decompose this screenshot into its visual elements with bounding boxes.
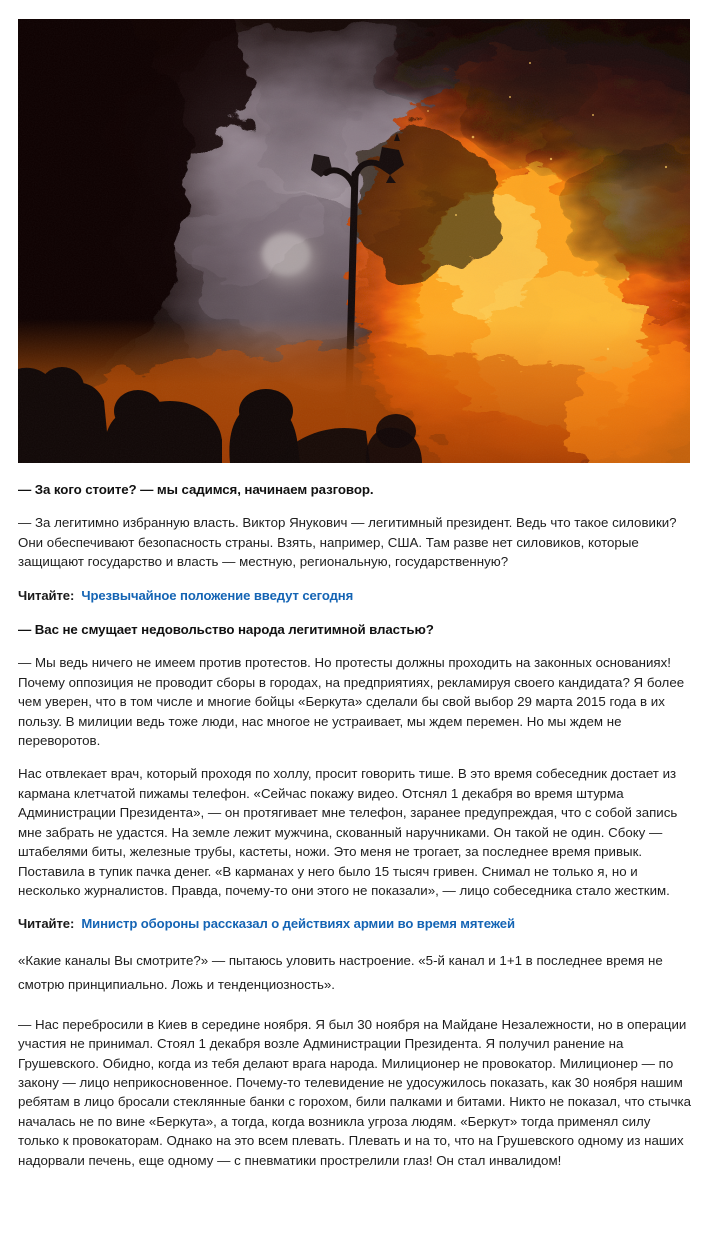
article-body — [18, 463, 691, 1170]
hero-illustration — [18, 19, 690, 463]
read-more-2 — [18, 914, 691, 933]
interview-answer-1: — За легитимно избранную власть. Виктор Янукович — легитимный президент. Ведь что такое силовики? Они обеспечивают безопасность страны. Взять, например, США. Там разве нет силовиков, которые защищают государство и власть — местную, региональную, государственную? — [18, 515, 677, 570]
interview-answer-3: — Нас перебросили в Киев в середине ноября. Я был 30 ноября на Майдане Незалежности, но в операции участия не принимал. Стоял 1 декабря возле Администрации Президента. Я получил ранение на Грушевского. Обидно, когда из тебя делают врага народа. Милиционер не провокатор. Милиционер — по закону — лицо неприкосновенное. Почему-то телевидение не удосужилось показать, как 30 ноября нашим ребятам в лицо бросали стеклянные банки с горохом, били палками и битами. Никто не показал, что стычка началась не по вине «Беркута», а тогда, когда возникла угроза людям. «Беркут» тогда применял силу только к провокаторам. Однако на это всем плевать. Плевать и на то, что на Грушевского одному из наших надорвали печень, еще одному — с пневматики прострелили глаз! Он стал инвалидом! — [18, 1016, 691, 1168]
read-more-link-2[interactable]: Министр обороны рассказал о действиях армии во время мятежей — [81, 916, 515, 932]
narration-paragraph-2: «Какие каналы Вы смотрите?» — пытаюсь уловить настроение. «5-й канал и 1+1 в последнее время не смотрю принципиально. Ложь и тенденциозность». — [18, 952, 663, 993]
hero-image — [18, 19, 690, 463]
read-more-label-1: Читайте: — [18, 587, 75, 603]
interview-question-2: — Вас не смущает недовольство народа легитимной властью? — [18, 622, 434, 638]
read-more-1 — [18, 586, 691, 605]
read-more-link-1[interactable]: Чрезвычайное положение введут сегодня — [81, 587, 354, 603]
interview-answer-2: — Мы ведь ничего не имеем против протестов. Но протесты должны проходить на законных основаниях! Почему оппозиция не проводит сборы в городах, на предприятиях, рекламируя своего кандидата? Я более чем уверен, что в том числе и многие бойцы «Беркута» сделали бы свой выбор 29 марта 2015 года в их пользу. В милиции ведь тоже люди, нас многое не устраивает, мы ждем перемен. Но мы ждем не переворотов. — [18, 655, 685, 749]
narration-paragraph-1: Нас отвлекает врач, который проходя по холлу, просит говорить тише. В это время собеседник достает из кармана клетчатой пижамы телефон. «Сейчас покажу видео. Отснял 1 декабря во время штурма Администрации Президента», — он протягивает мне телефон, заранее предупреждая, что с собой запись мне забрать не удастся. На земле лежит мужчина, скованный наручниками. Он такой не один. Сбоку — штабелями биты, железные трубы, кастеты, ножи. Это меня не трогает, за последнее время привык. Поставила в тупик пачка денег. «В карманах у него было 15 тысяч гривен. Снимал не только я, но и несколько журналистов. Правда, почему-то они этого не показали», — лицо собеседника стало жестким. — [18, 766, 678, 898]
interview-question-1: — За кого стоите? — мы садимся, начинаем разговор. — [18, 482, 374, 497]
read-more-label-2: Читайте: — [18, 916, 75, 932]
